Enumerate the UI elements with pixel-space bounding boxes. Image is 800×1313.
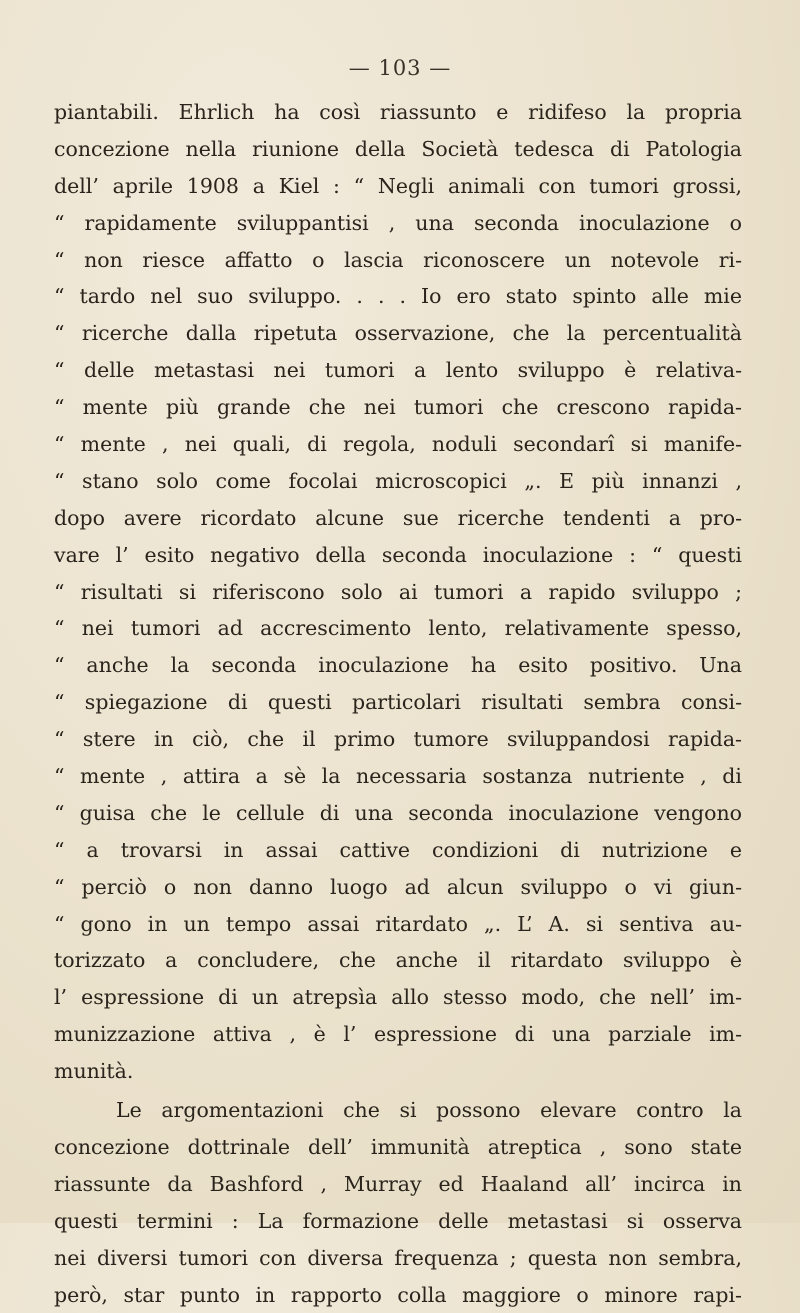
- page-number: — 103 —: [0, 56, 800, 80]
- text-line: questi termini : La formazione delle metastasi si osserva: [54, 1203, 742, 1240]
- text-line: “ gono in un tempo assai ritardato „. L’ A. si sentiva au-: [54, 906, 742, 943]
- text-line: “ mente , attira a sè la necessaria sostanza nutriente , di: [54, 758, 742, 795]
- text-line: “ spiegazione di questi particolari risultati sembra consi-: [54, 684, 742, 721]
- text-line: concezione dottrinale dell’ immunità atreptica , sono state: [54, 1129, 742, 1166]
- text-line: piantabili. Ehrlich ha così riassunto e ridifeso la propria: [54, 94, 742, 131]
- text-line: “ stano solo come focolai microscopici „. E più innanzi ,: [54, 463, 742, 500]
- text-line: “ guisa che le cellule di una seconda inoculazione vengono: [54, 795, 742, 832]
- text-line: riassunte da Bashford , Murray ed Haaland all’ incirca in: [54, 1166, 742, 1203]
- paragraph-2: [54, 1092, 742, 1313]
- text-line: però, star punto in rapporto colla maggiore o minore rapi-: [54, 1277, 742, 1313]
- text-line: concezione nella riunione della Società tedesca di Patologia: [54, 131, 742, 168]
- text-line: torizzato a concludere, che anche il ritardato sviluppo è: [54, 942, 742, 979]
- text-line: “ a trovarsi in assai cattive condizioni di nutrizione e: [54, 832, 742, 869]
- text-line: “ anche la seconda inoculazione ha esito positivo. Una: [54, 647, 742, 684]
- text-line: “ perciò o non danno luogo ad alcun sviluppo o vi giun-: [54, 869, 742, 906]
- text-line: “ risultati si riferiscono solo ai tumori a rapido sviluppo ;: [54, 574, 742, 611]
- text-line: vare l’ esito negativo della seconda inoculazione : “ questi: [54, 537, 742, 574]
- text-line: “ delle metastasi nei tumori a lento sviluppo è relativa-: [54, 352, 742, 389]
- text-line: dell’ aprile 1908 a Kiel : “ Negli animali con tumori grossi,: [54, 168, 742, 205]
- text-line: munità.: [54, 1053, 742, 1090]
- text-line: “ non riesce affatto o lascia riconoscere un notevole ri-: [54, 242, 742, 279]
- text-line: “ ricerche dalla ripetuta osservazione, che la percentualità: [54, 315, 742, 352]
- text-line: “ tardo nel suo sviluppo. . . . Io ero stato spinto alle mie: [54, 278, 742, 315]
- text-line: “ rapidamente sviluppantisi , una seconda inoculazione o: [54, 205, 742, 242]
- body-text: [54, 94, 742, 1313]
- text-line: “ mente , nei quali, di regola, noduli secondarî si manife-: [54, 426, 742, 463]
- text-line: munizzazione attiva , è l’ espressione di una parziale im-: [54, 1016, 742, 1053]
- text-line: Le argomentazioni che si possono elevare contro la: [54, 1092, 742, 1129]
- paragraph-1: [54, 94, 742, 1090]
- text-line: dopo avere ricordato alcune sue ricerche tendenti a pro-: [54, 500, 742, 537]
- text-line: “ nei tumori ad accrescimento lento, relativamente spesso,: [54, 610, 742, 647]
- text-line: nei diversi tumori con diversa frequenza ; questa non sembra,: [54, 1240, 742, 1277]
- text-line: “ mente più grande che nei tumori che crescono rapida-: [54, 389, 742, 426]
- text-line: “ stere in ciò, che il primo tumore sviluppandosi rapida-: [54, 721, 742, 758]
- text-line: l’ espressione di un atrepsìa allo stesso modo, che nell’ im-: [54, 979, 742, 1016]
